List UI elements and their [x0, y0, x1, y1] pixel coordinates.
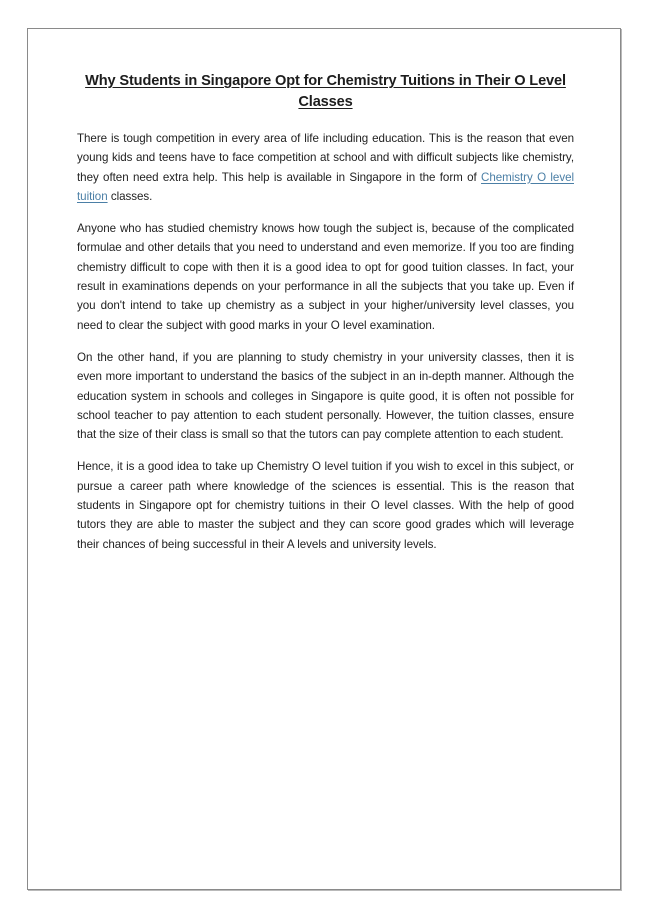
document-page — [27, 28, 621, 890]
document-content — [77, 71, 574, 554]
paragraph-2: Anyone who has studied chemistry knows how tough the subject is, because of the complicated formulae and other details that you need to understand and even memorize. If you too are finding chemistry difficult to cope with then it is a good idea to opt for good tuition classes. In fact, your result in examinations depends on your performance in all the subjects that you take up. Even if you don't intend to take up chemistry as a subject in your higher/university level classes, you need to clear the subject with good marks in your O level examination. — [77, 222, 574, 332]
paragraph-1 — [77, 129, 574, 206]
page-title — [77, 71, 574, 113]
paragraph-1-text-after-link: classes. — [107, 189, 153, 203]
chemistry-o-level-tuition-link[interactable]: Chemistry O level tuition — [77, 170, 574, 203]
page-title-line-2: Classes — [298, 94, 353, 110]
page-title-line-1: Why Students in Singapore Opt for Chemistry Tuitions in Their O Level — [85, 73, 566, 89]
paragraph-1-text-before-link: There is tough competition in every area of life including education. This is the reason that even young kids and teens have to face competition at school and with difficult subjects like chemistry, they often need extra help. This help is available in Singapore in the form of — [77, 132, 574, 184]
paragraph-3: On the other hand, if you are planning to study chemistry in your university classes, then it is even more important to understand the basics of the subject in an in-depth manner. Although the education system in schools and colleges in Singapore is quite good, it is often not possible for school teacher to pay attention to each student personally. However, the tuition classes, ensure that the size of their class is small so that the tutors can pay complete attention to each student. — [77, 350, 574, 442]
paragraph-4: Hence, it is a good idea to take up Chemistry O level tuition if you wish to excel in this subject, or pursue a career path where knowledge of the sciences is essential. This is the reason that students in Singapore opt for chemistry tuitions in their O level classes. With the help of good tutors they are able to master the subject and they can score good grades which will leverage their chances of being successful in their A levels and university levels. — [77, 460, 574, 551]
